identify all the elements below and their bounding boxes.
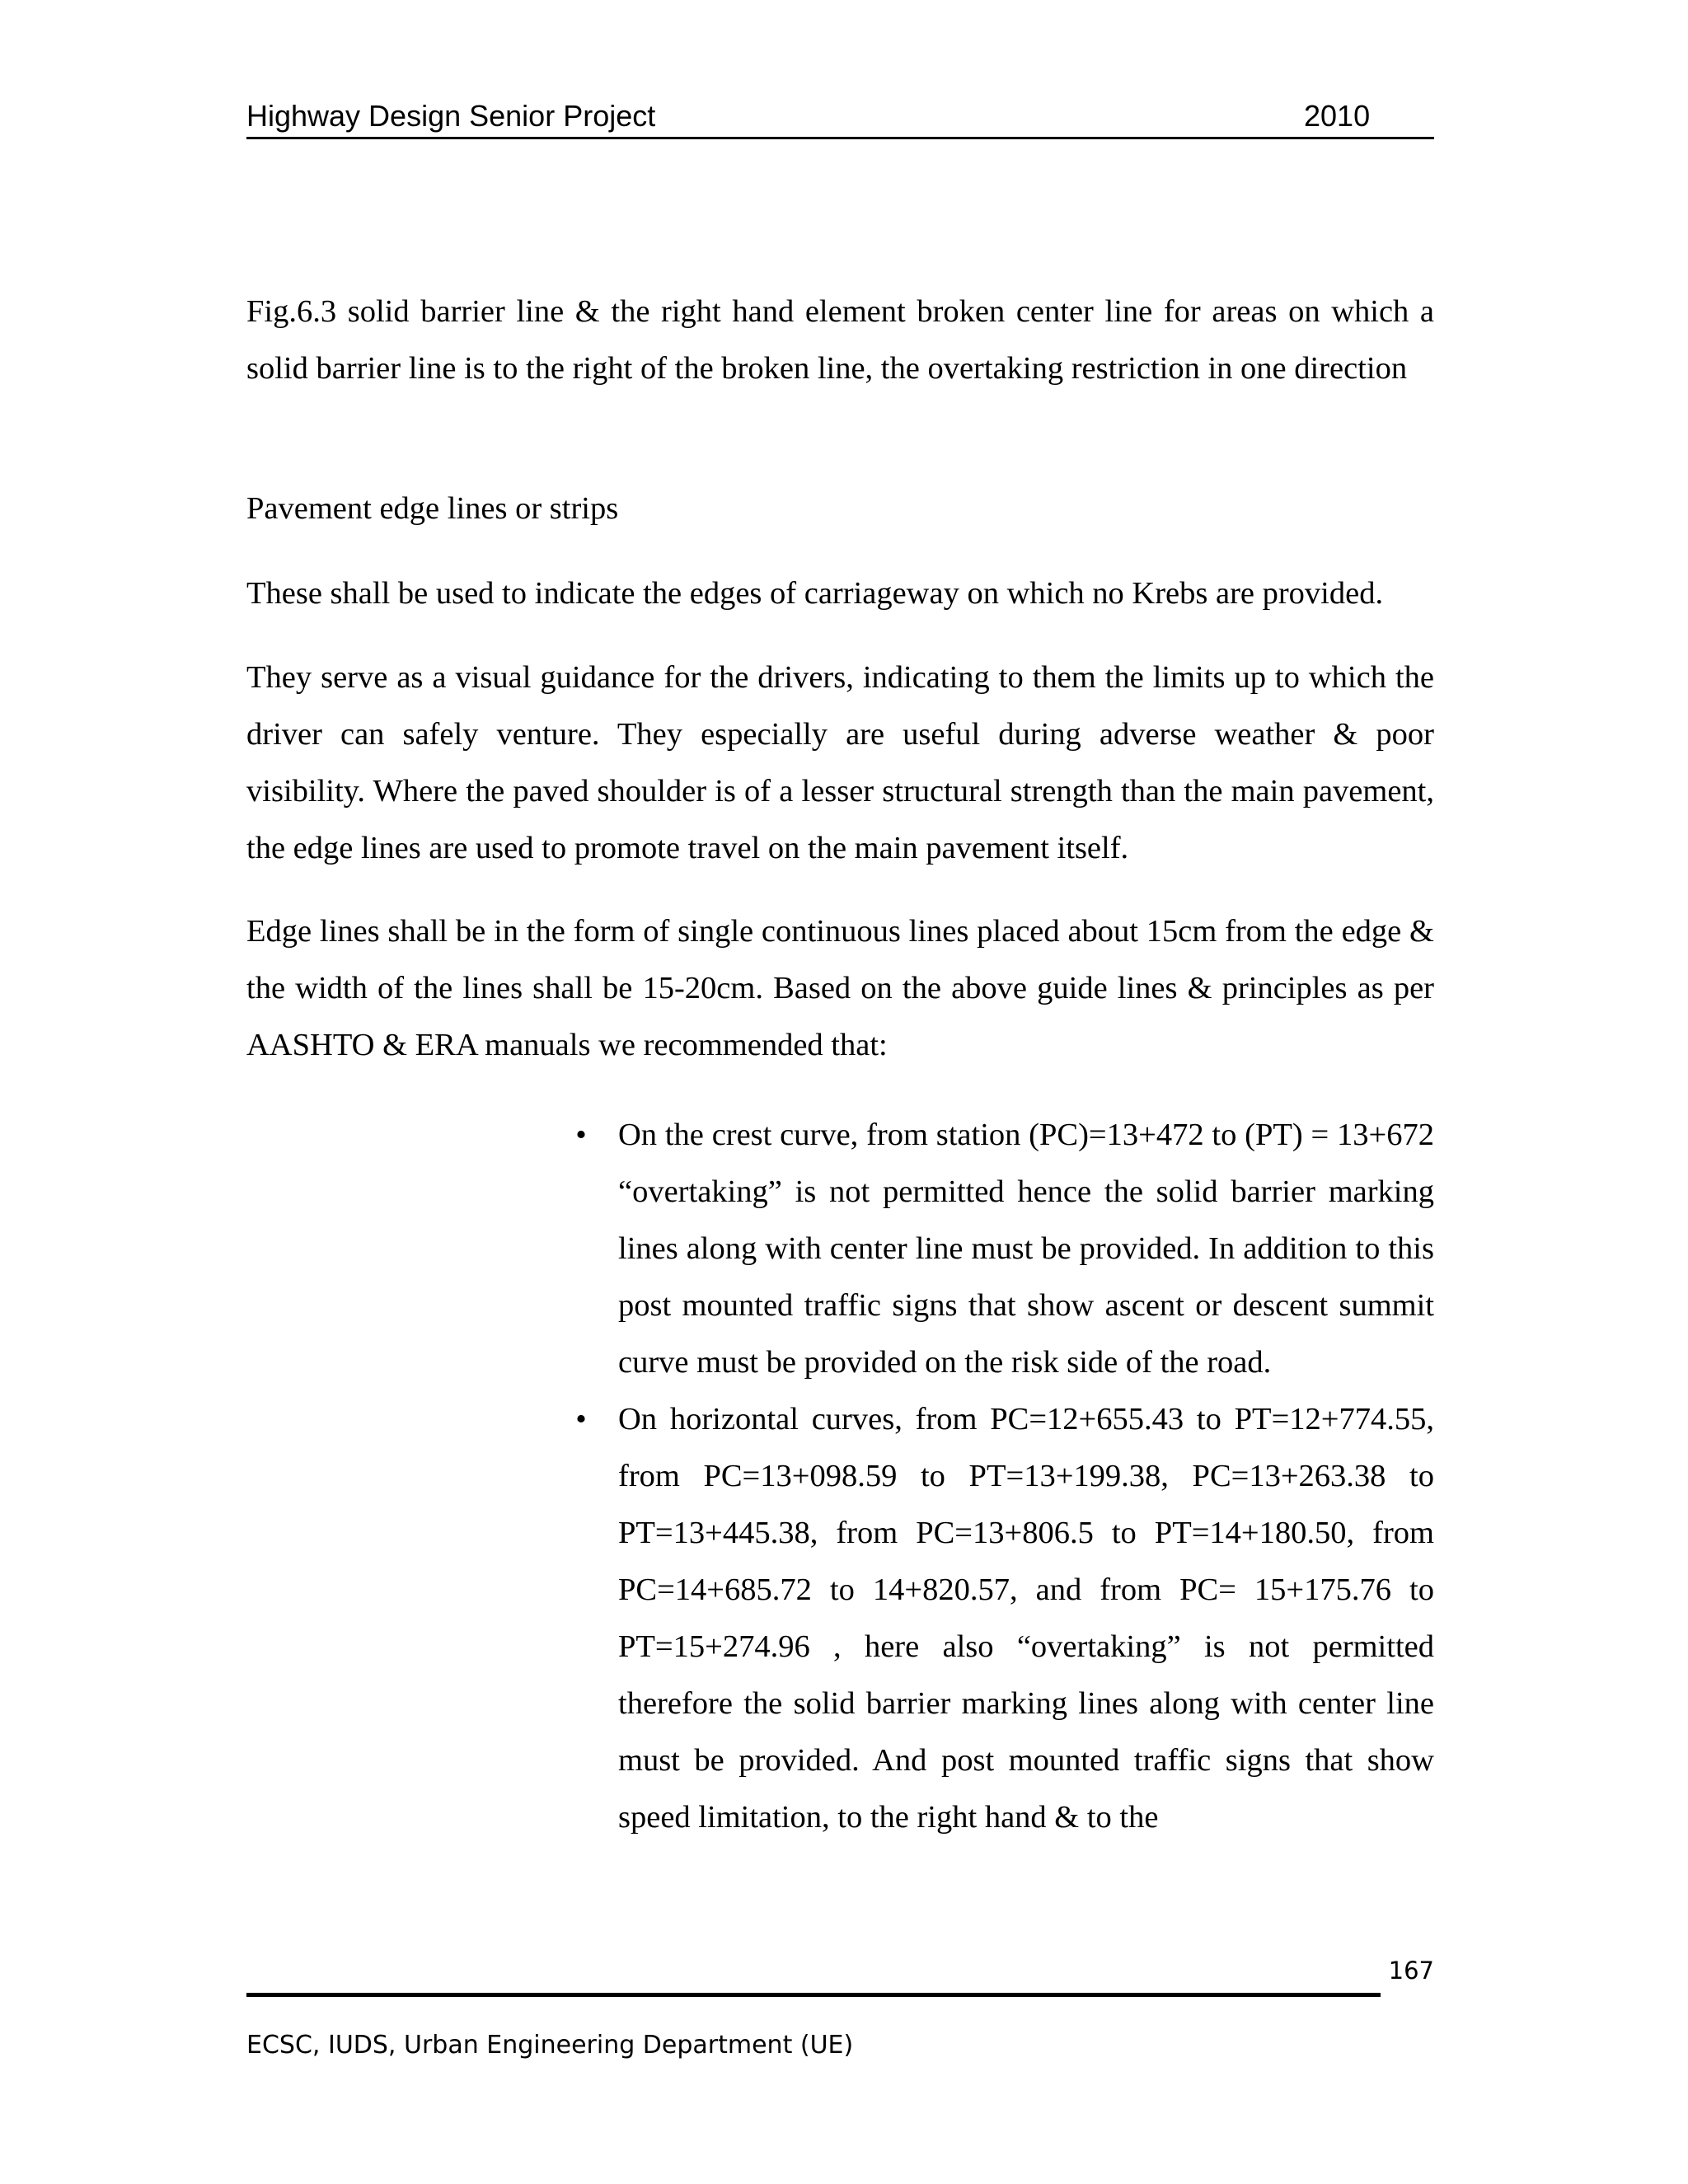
page-footer: ECSC, IUDS, Urban Engineering Department (UE) — [246, 2031, 854, 2060]
list-item-text: On the crest curve, from station (PC)=13+472 to (PT) = 13+672 “overtaking” is not permitted hence the solid barrier marking lines along with center line must be provided. In addition to this post mounted traffic signs that show ascent or descent summit curve must be provided on the risk side of the road. — [618, 1118, 1434, 1380]
header-year: 2010 — [1304, 99, 1371, 133]
page-header — [246, 96, 1434, 139]
figure-caption-paragraph: Fig.6.3 solid barrier line & the right hand element broken center line for areas on which a solid barrier line is to the right of the broken line, the overtaking restriction in one direction — [246, 294, 1434, 386]
page-number: 167 — [1388, 1957, 1434, 1985]
paragraph-edge-lines-purpose: These shall be used to indicate the edges of carriageway on which no Krebs are provided. — [246, 576, 1384, 611]
section-heading: Pavement edge lines or strips — [246, 491, 619, 526]
bullet-icon: • — [575, 1118, 587, 1152]
list-item — [569, 1107, 1434, 1391]
footer-divider — [246, 1993, 1381, 1997]
paragraph-visual-guidance: They serve as a visual guidance for the drivers, indicating to them the limits up to which the driver can safely venture. They especially are useful during adverse weather & poor visibility. Where the paved shoulder is of a lesser structural strength than the main pavement, the edge lines are used to promote travel on the main pavement itself. — [246, 660, 1434, 865]
recommendation-list — [569, 1107, 1434, 1846]
paragraph-edge-line-form: Edge lines shall be in the form of single continuous lines placed about 15cm from the edge & the width of the lines shall be 15-20cm. Based on the above guide lines & principles as per AASHTO & ERA manuals we recommended that: — [246, 914, 1434, 1062]
list-item-text: On horizontal curves, from PC=12+655.43 to PT=12+774.55, from PC=13+098.59 to PT=13+199.38, PC=13+263.38 to PT=13+445.38, from PC=13+806.5 to PT=14+180.50, from PC=14+685.72 to 14+820.57, and from PC= 15+175.76 to PT=15+274.96 , here also “overtaking” is not permitted therefore the solid barrier marking lines along with center line must be provided. And post mounted traffic signs that show speed limitation, to the right hand & to the — [618, 1402, 1434, 1835]
list-item — [569, 1391, 1434, 1846]
bullet-icon: • — [575, 1402, 587, 1436]
header-title: Highway Design Senior Project — [246, 99, 656, 133]
